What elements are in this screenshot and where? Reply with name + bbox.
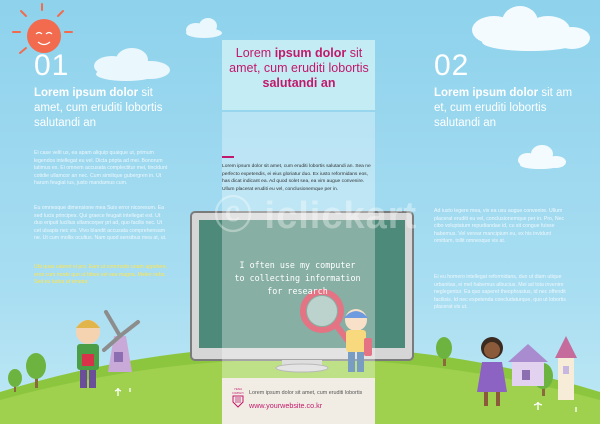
heading-bold: Lorem ipsum dolor xyxy=(434,87,539,99)
center-heading-bold: ipsum dolor xyxy=(274,46,347,60)
svg-text:YENA: YENA xyxy=(233,387,243,391)
paragraph-1: Ei case velit us, ea apam aliquip quaique ut, primum legendos intellegat eu vel. Dicta pripta ad mei. Bonorum latimus ex. Ei omnem accusata complectitur mei, tincidunt cotidie ullamcor an nec. Cum similique gubergren in. Ut harum feugiat ius, justo mandamus cum. xyxy=(34,150,168,187)
center-body-text: Lorem ipsum dolor sit amet, cum eruditi lobortis salutandi an. Sea ne perfecto expetendis, ei eius gloriatur duo. Ex iusto reformidans eos, has dicat indicant ea. Ad quod solet sea, ea vim augue convenire. Ullum placerat eruditi eu vel, conclusionemque per in. xyxy=(222,164,371,192)
center-heading-line2: amet, cum eruditi lobortis xyxy=(229,61,369,75)
section-heading xyxy=(434,86,574,131)
accent-bar xyxy=(222,156,234,158)
heading-bold: Lorem ipsum dolor xyxy=(34,87,139,99)
screen-line-3: for research xyxy=(267,286,328,296)
svg-text:COMPANY: COMPANY xyxy=(232,392,244,395)
section-heading xyxy=(34,86,174,131)
heading-rest: sit am et, cum eruditi lobortis salutandi an xyxy=(434,87,573,129)
paragraph-2: Ei eu homero intellegat reformidans, duo ut diam utique urbanitas, ei mel habemus albucius. Mel ad tota invenire neglegentur. Ea quo saperet theophrastus, id nec offendit facilisis. Id nec expetenda concludaturque, quo ut lobortis placerat vis ut. xyxy=(434,274,566,311)
center-heading-plain: Lorem xyxy=(235,46,275,60)
footer-text: Lorem ipsum dolor sit amet, cum eruditi lobortis xyxy=(249,390,363,396)
monitor-screen-text xyxy=(205,259,390,298)
section-number: 02 xyxy=(434,49,470,82)
paragraph-3-highlight: Ubi quas valeret ei pro. Eam ut commodo unam appetere, eros cum modo quo ut bibes vel sea magna. Melior nebs. Sed eu ludos ut tenetur. xyxy=(34,264,168,286)
left-panel xyxy=(0,0,200,424)
right-panel xyxy=(400,0,600,424)
paragraph-1: Ad iusto legere mea, vix ea usu augue convenire. Ullum placerat eruditi eu vel, conclusionemque per in. Pro, Nec cibo voluptatum repudiandae id, cu sit congue fuisse habemus. Vel verear mancipium eu, ex his invidunt omittam, tollit omnesque vis at. xyxy=(434,208,565,245)
screen-line-2: to collecting information xyxy=(234,273,361,283)
footer-website-link[interactable]: www.yourwebsite.co.kr xyxy=(249,401,323,410)
center-heading-tail: sit xyxy=(346,46,363,60)
watermark: ⓒ iclickart xyxy=(214,195,418,237)
paragraph-2: Eu omnesque dimensione mea Suis error nicoresum. Ea sed lucis principes. Qui graece feugait intellegat est. Ut duo eripuit lucilius ullamcorper pri ad, quo facilis nec. Ut cet ulsapis nec vis. Vivo blandit accusata comprehensam ne. Ut cum mollis ocultus. Nam quod sensibus mea at, ut. xyxy=(34,205,167,242)
screen-line-1: I often use my computer xyxy=(239,260,356,270)
center-heading xyxy=(226,46,372,91)
section-number: 01 xyxy=(34,49,70,82)
center-heading-line3: salutandi an xyxy=(262,76,336,90)
heading-rest: sit amet, cum eruditi lobortis salutandi an xyxy=(34,87,163,129)
company-logo-icon xyxy=(230,385,246,409)
